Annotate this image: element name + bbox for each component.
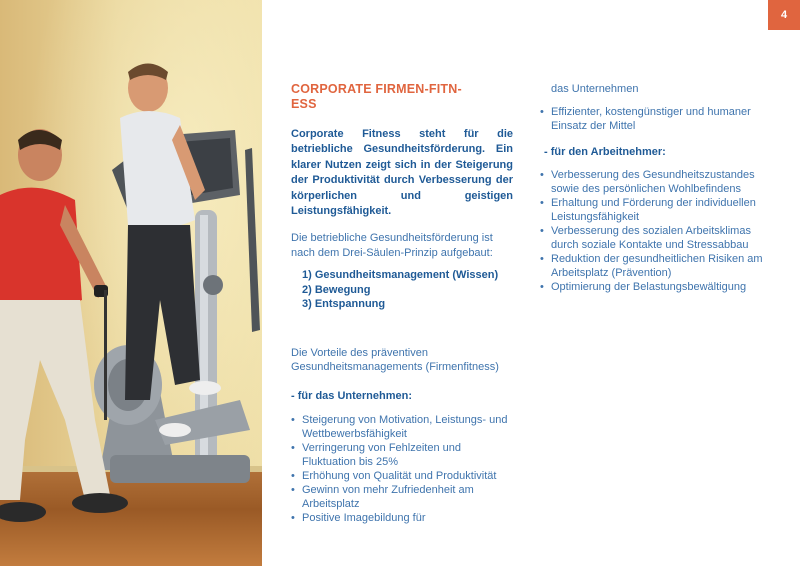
unternehmen-list-continued [540, 105, 772, 133]
list-item: • Verbesserung des sozialen Arbeitsklimas durch soziale Kontakte und Stressabbau [540, 224, 772, 252]
saeulen-paragraph: Die betriebliche Gesundheitsförderung ist nach dem Drei-Säulen-Prinzip aufgebaut: [291, 232, 493, 259]
list-item: • Gewinn von mehr Zufriedenheit am Arbeitsplatz [291, 483, 513, 511]
vorteile-paragraph: Die Vorteile des präventiven Gesundheitsmanagements (Firmenfitness) [291, 346, 499, 374]
page-title [291, 82, 513, 112]
list-item: • Steigerung von Motivation, Leistungs- und Wettbewerbsfähigkeit [291, 413, 513, 441]
list-item: • Optimierung der Belastungsbewältigung [540, 280, 772, 294]
list-item: • Effizienter, kostengünstiger und humaner Einsatz der Mittel [540, 105, 772, 133]
list-item: • Erhaltung und Förderung der individuellen Leistungsfähigkeit [540, 196, 772, 224]
arbeitnehmer-list [540, 168, 772, 294]
title-text: CORPORATE FIRMEN-FITN- ESS [291, 82, 462, 111]
list-item: • Verbesserung des Gesundheitszustandes sowie des persönlichen Wohlbefindens [540, 168, 772, 196]
fitness-photo [0, 0, 262, 566]
pillar-item: 3) Entspannung [302, 298, 386, 311]
pillar-item: 1) Gesundheitsmanagement (Wissen) [302, 269, 499, 282]
list-item: • Reduktion der gesundheitlichen Risiken am Arbeitsplatz (Prävention) [540, 252, 772, 280]
intro-paragraph: Corporate Fitness steht für die betriebliche Gesundheitsförderung. Ein klarer Nutzen zeigt sich in der Steigerung der Produktivität durch Verbesserung der körperlichen und geistigen Leistungsfähigkeit. [291, 128, 513, 218]
text-column-right [540, 82, 772, 294]
text-column-left [291, 82, 513, 525]
list-item-continuation: das Unternehmen [551, 83, 639, 95]
list-item: • Verringerung von Fehlzeiten und Fluktuation bis 25% [291, 441, 513, 469]
pillar-list [291, 268, 513, 312]
pillar-item: 2) Bewegung [302, 283, 371, 296]
list-item: • Erhöhung von Qualität und Produktivität [291, 469, 513, 483]
unternehmen-list [291, 413, 513, 525]
fitness-photo-icon [0, 0, 262, 566]
arbeitnehmer-heading: - für den Arbeitnehmer: [544, 146, 666, 158]
page-number-badge: 4 [768, 0, 800, 30]
list-item: • Positive Imagebildung für [291, 511, 513, 525]
unternehmen-heading: - für das Unternehmen: [291, 389, 413, 402]
